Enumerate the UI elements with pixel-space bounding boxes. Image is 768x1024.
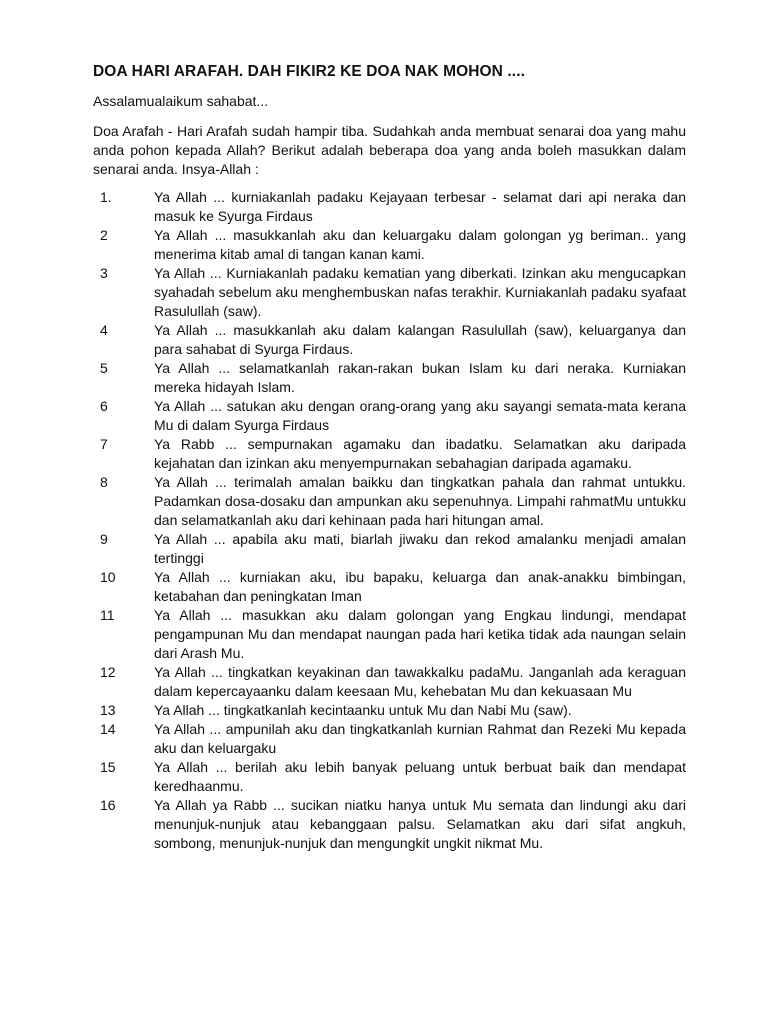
item-text: Ya Allah ... Kurniakanlah padaku kematian yang diberkati. Izinkan aku mengucapkan syahadah sebelum aku menghembuskan nafas terakhir. Kurniakanlah padaku syafaat Rasulullah (saw). bbox=[154, 265, 686, 319]
item-number: 7 bbox=[100, 436, 108, 452]
item-text: Ya Allah ... terimalah amalan baikku dan tingkatkan pahala dan rahmat untukku. Padamkan dosa-dosaku dan ampunkan aku sepenuhnya. Limpahi rahmatMu untukku dan selamatkanlah aku dari kehinaan pada hari hitungan amal. bbox=[154, 474, 686, 528]
list-item bbox=[93, 397, 686, 435]
item-text: Ya Allah ... tingkatkanlah kecintaanku untuk Mu dan Nabi Mu (saw). bbox=[154, 702, 572, 718]
document-title: DOA HARI ARAFAH. DAH FIKIR2 KE DOA NAK MOHON .... bbox=[93, 63, 526, 80]
item-number: 9 bbox=[100, 531, 108, 547]
item-text: Ya Allah ... masukkanlah aku dalam kalangan Rasulullah (saw), keluarganya dan para sahabat di Syurga Firdaus. bbox=[154, 322, 686, 357]
doa-list bbox=[93, 188, 686, 853]
list-item bbox=[93, 188, 686, 226]
list-item bbox=[93, 568, 686, 606]
item-text: Ya Allah ... apabila aku mati, biarlah jiwaku dan rekod amalanku menjadi amalan tertinggi bbox=[154, 531, 686, 566]
list-item bbox=[93, 321, 686, 359]
greeting-text: Assalamualaikum sahabat... bbox=[93, 93, 269, 109]
list-item bbox=[93, 435, 686, 473]
list-item bbox=[93, 359, 686, 397]
item-number: 10 bbox=[100, 569, 116, 585]
item-number: 1. bbox=[100, 189, 112, 205]
item-text: Ya Allah ... masukkanlah aku dan keluargaku dalam golongan yg beriman.. yang menerima kitab amal di tangan kanan kami. bbox=[154, 227, 686, 262]
item-number: 3 bbox=[100, 265, 108, 281]
item-text: Ya Allah ... ampunilah aku dan tingkatkanlah kurnian Rahmat dan Rezeki Mu kepada aku dan keluargaku bbox=[154, 721, 686, 756]
item-text: Ya Allah ... berilah aku lebih banyak peluang untuk berbuat baik dan mendapat keredhaanmu. bbox=[154, 759, 686, 794]
list-item bbox=[93, 720, 686, 758]
item-text: Ya Allah ... kurniakan aku, ibu bapaku, keluarga dan anak-anakku bimbingan, ketabahan dan peningkatan Iman bbox=[154, 569, 686, 604]
item-number: 2 bbox=[100, 227, 108, 243]
list-item bbox=[93, 701, 686, 720]
intro-paragraph: Doa Arafah - Hari Arafah sudah hampir tiba. Sudahkah anda membuat senarai doa yang mahu anda pohon kepada Allah? Berikut adalah beberapa doa yang anda boleh masukkan dalam senarai anda. Insya-Allah : bbox=[93, 123, 686, 177]
item-text: Ya Allah ya Rabb ... sucikan niatku hanya untuk Mu semata dan lindungi aku dari menunjuk-nunjuk atau kebanggaan palsu. Selamatkan aku dari sifat angkuh, sombong, menunjuk-nunjuk dan mengungkit ungkit nikmat Mu. bbox=[154, 797, 686, 851]
list-item bbox=[93, 663, 686, 701]
item-text: Ya Allah ... masukkan aku dalam golongan yang Engkau lindungi, mendapat pengampunan Mu dan mendapat naungan pada hari ketika tidak ada naungan selain dari Arash Mu. bbox=[154, 607, 686, 661]
list-item bbox=[93, 796, 686, 853]
item-text: Ya Allah ... kurniakanlah padaku Kejayaan terbesar - selamat dari api neraka dan masuk ke Syurga Firdaus bbox=[154, 189, 686, 224]
item-number: 15 bbox=[100, 759, 116, 775]
item-text: Ya Allah ... selamatkanlah rakan-rakan bukan Islam ku dari neraka. Kurniakan mereka hidayah Islam. bbox=[154, 360, 686, 395]
list-item bbox=[93, 606, 686, 663]
item-number: 4 bbox=[100, 322, 108, 338]
item-number: 12 bbox=[100, 664, 116, 680]
item-number: 13 bbox=[100, 702, 116, 718]
item-number: 11 bbox=[100, 607, 115, 623]
item-text: Ya Allah ... tingkatkan keyakinan dan tawakkalku padaMu. Janganlah ada keraguan dalam kepercayaanku dalam keesaan Mu, kehebatan Mu dan kekuasaan Mu bbox=[154, 664, 686, 699]
list-item bbox=[93, 530, 686, 568]
item-text: Ya Allah ... satukan aku dengan orang-orang yang aku sayangi semata-mata kerana Mu di dalam Syurga Firdaus bbox=[154, 398, 686, 433]
item-number: 6 bbox=[100, 398, 108, 414]
document-page bbox=[93, 62, 686, 853]
item-number: 16 bbox=[100, 797, 116, 813]
list-item bbox=[93, 473, 686, 530]
list-item bbox=[93, 264, 686, 321]
list-item bbox=[93, 758, 686, 796]
list-item bbox=[93, 226, 686, 264]
item-number: 8 bbox=[100, 474, 108, 490]
item-number: 5 bbox=[100, 360, 108, 376]
item-text: Ya Rabb ... sempurnakan agamaku dan ibadatku. Selamatkan aku daripada kejahatan dan izinkan aku menyempurnakan sebahagian daripada agamaku. bbox=[154, 436, 686, 471]
item-number: 14 bbox=[100, 721, 116, 737]
